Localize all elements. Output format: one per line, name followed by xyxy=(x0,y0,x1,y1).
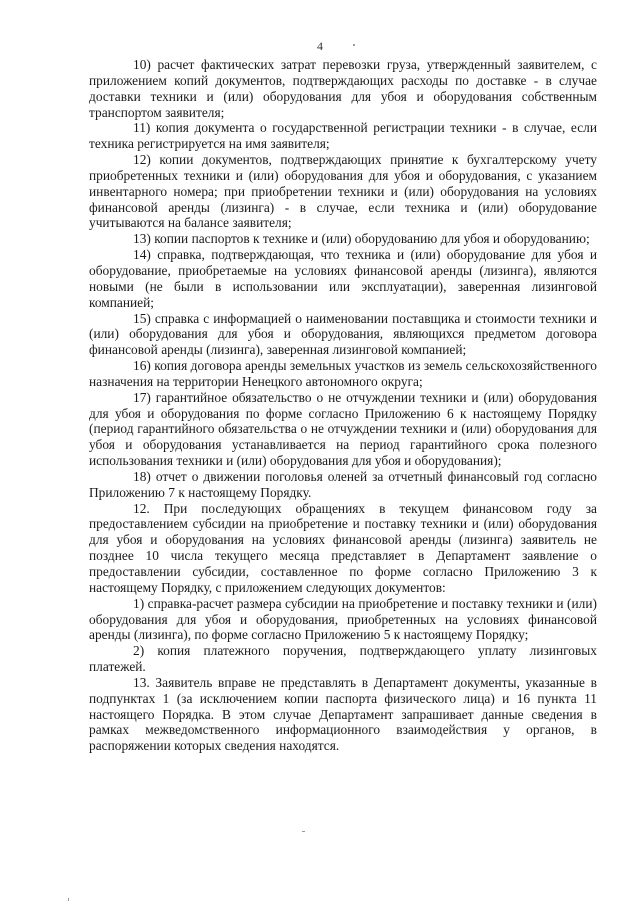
section-12-item-2: 2) копия платежного поручения, подтверждающего уплату лизинговых платежей. xyxy=(89,643,597,675)
paragraph-item-13: 13) копии паспортов к технике и (или) оборудованию для убоя и оборудованию; xyxy=(133,231,590,247)
paragraph-item-17: 17) гарантийное обязательство о не отчуждении техники и (или) оборудования для убоя и оборудования по форме согласно Приложению 6 к настоящему Порядку (период гарантийного обязательства о не отчуждении техники и (или) оборудования для убоя и оборудования устанавливается на период гарантийного срока полезного использования техники и (или) оборудования для убоя и оборудования); xyxy=(89,389,597,469)
document-body xyxy=(89,57,597,754)
section-12-paragraph: 12. При последующих обращениях в текущем финансовом году за предоставлением субсидии на приобретение и поставку техники и (или) оборудования для убоя и оборудования на условиях финансовой аренды (лизинга) заявитель не позднее 10 числа текущего месяца представляет в Департамент заявление о предоставлении субсидии, составленное по форме согласно Приложению 3 к настоящему Порядку, с приложением следующих документов: xyxy=(89,500,597,595)
section-13-paragraph: 13. Заявитель вправе не представлять в Департамент документы, указанные в подпунктах 1 (за исключением копии паспорта физического лица) и 16 пункта 11 настоящего Порядка. В этом случае Департамент запрашивает данные сведения в рамках межведомственного информационного взаимодействия у органов, в распоряжении которых сведения находятся. xyxy=(89,674,597,754)
scan-speck xyxy=(68,898,69,901)
paragraph-item-12: 12) копии документов, подтверждающих принятие к бухгалтерскому учету приобретенных техники и (или) оборудования для убоя и оборудования, с указанием инвентарного номера; при приобретении техники и (или) оборудования на условиях финансовой аренды (лизинга) - в случае, если техника и (или) оборудование учитываются на балансе заявителя; xyxy=(89,152,597,231)
paragraph-item-16: 16) копия договора аренды земельных участков из земель сельскохозяйственного назначения на территории Ненецкого автономного округа; xyxy=(89,358,597,389)
paragraph-item-15: 15) справка с информацией о наименовании поставщика и стоимости техники и (или) оборудования для убоя и оборудования, являющихся предметом договора финансовой аренды (лизинга), заверенная лизинговой компанией; xyxy=(89,310,597,358)
page-number: 4 xyxy=(317,39,323,53)
paragraph-item-10: 10) расчет фактических затрат перевозки груза, утвержденный заявителем, с приложением копий документов, подтверждающих расходы по доставке - в случае доставки техники и (или) оборудования для убоя и оборудования собственным транспортом заявителя; xyxy=(89,57,597,120)
section-12-item-1: 1) справка-расчет размера субсидии на приобретение и поставку техники и (или) оборудования для убоя и оборудования, приобретенных на условиях финансовой аренды (лизинга), по форме согласно Приложению 5 к настоящему Порядку; xyxy=(89,595,597,643)
paragraph-item-18: 18) отчет о движении поголовья оленей за отчетный финансовый год согласно Приложению 7 к настоящему Порядку. xyxy=(89,468,597,500)
paragraph-item-14: 14) справка, подтверждающая, что техника и (или) оборудование для убоя и оборудование, приобретаемые на условиях финансовой аренды (лизинга), являются новыми (не были в использовании или эксплуатации), заверенная лизинговой компанией; xyxy=(89,247,597,310)
scan-speck xyxy=(302,831,305,832)
scan-speck xyxy=(353,44,355,46)
paragraph-item-11: 11) копия документа о государственной регистрации техники - в случае, если техника регистрируется на имя заявителя; xyxy=(89,120,597,152)
